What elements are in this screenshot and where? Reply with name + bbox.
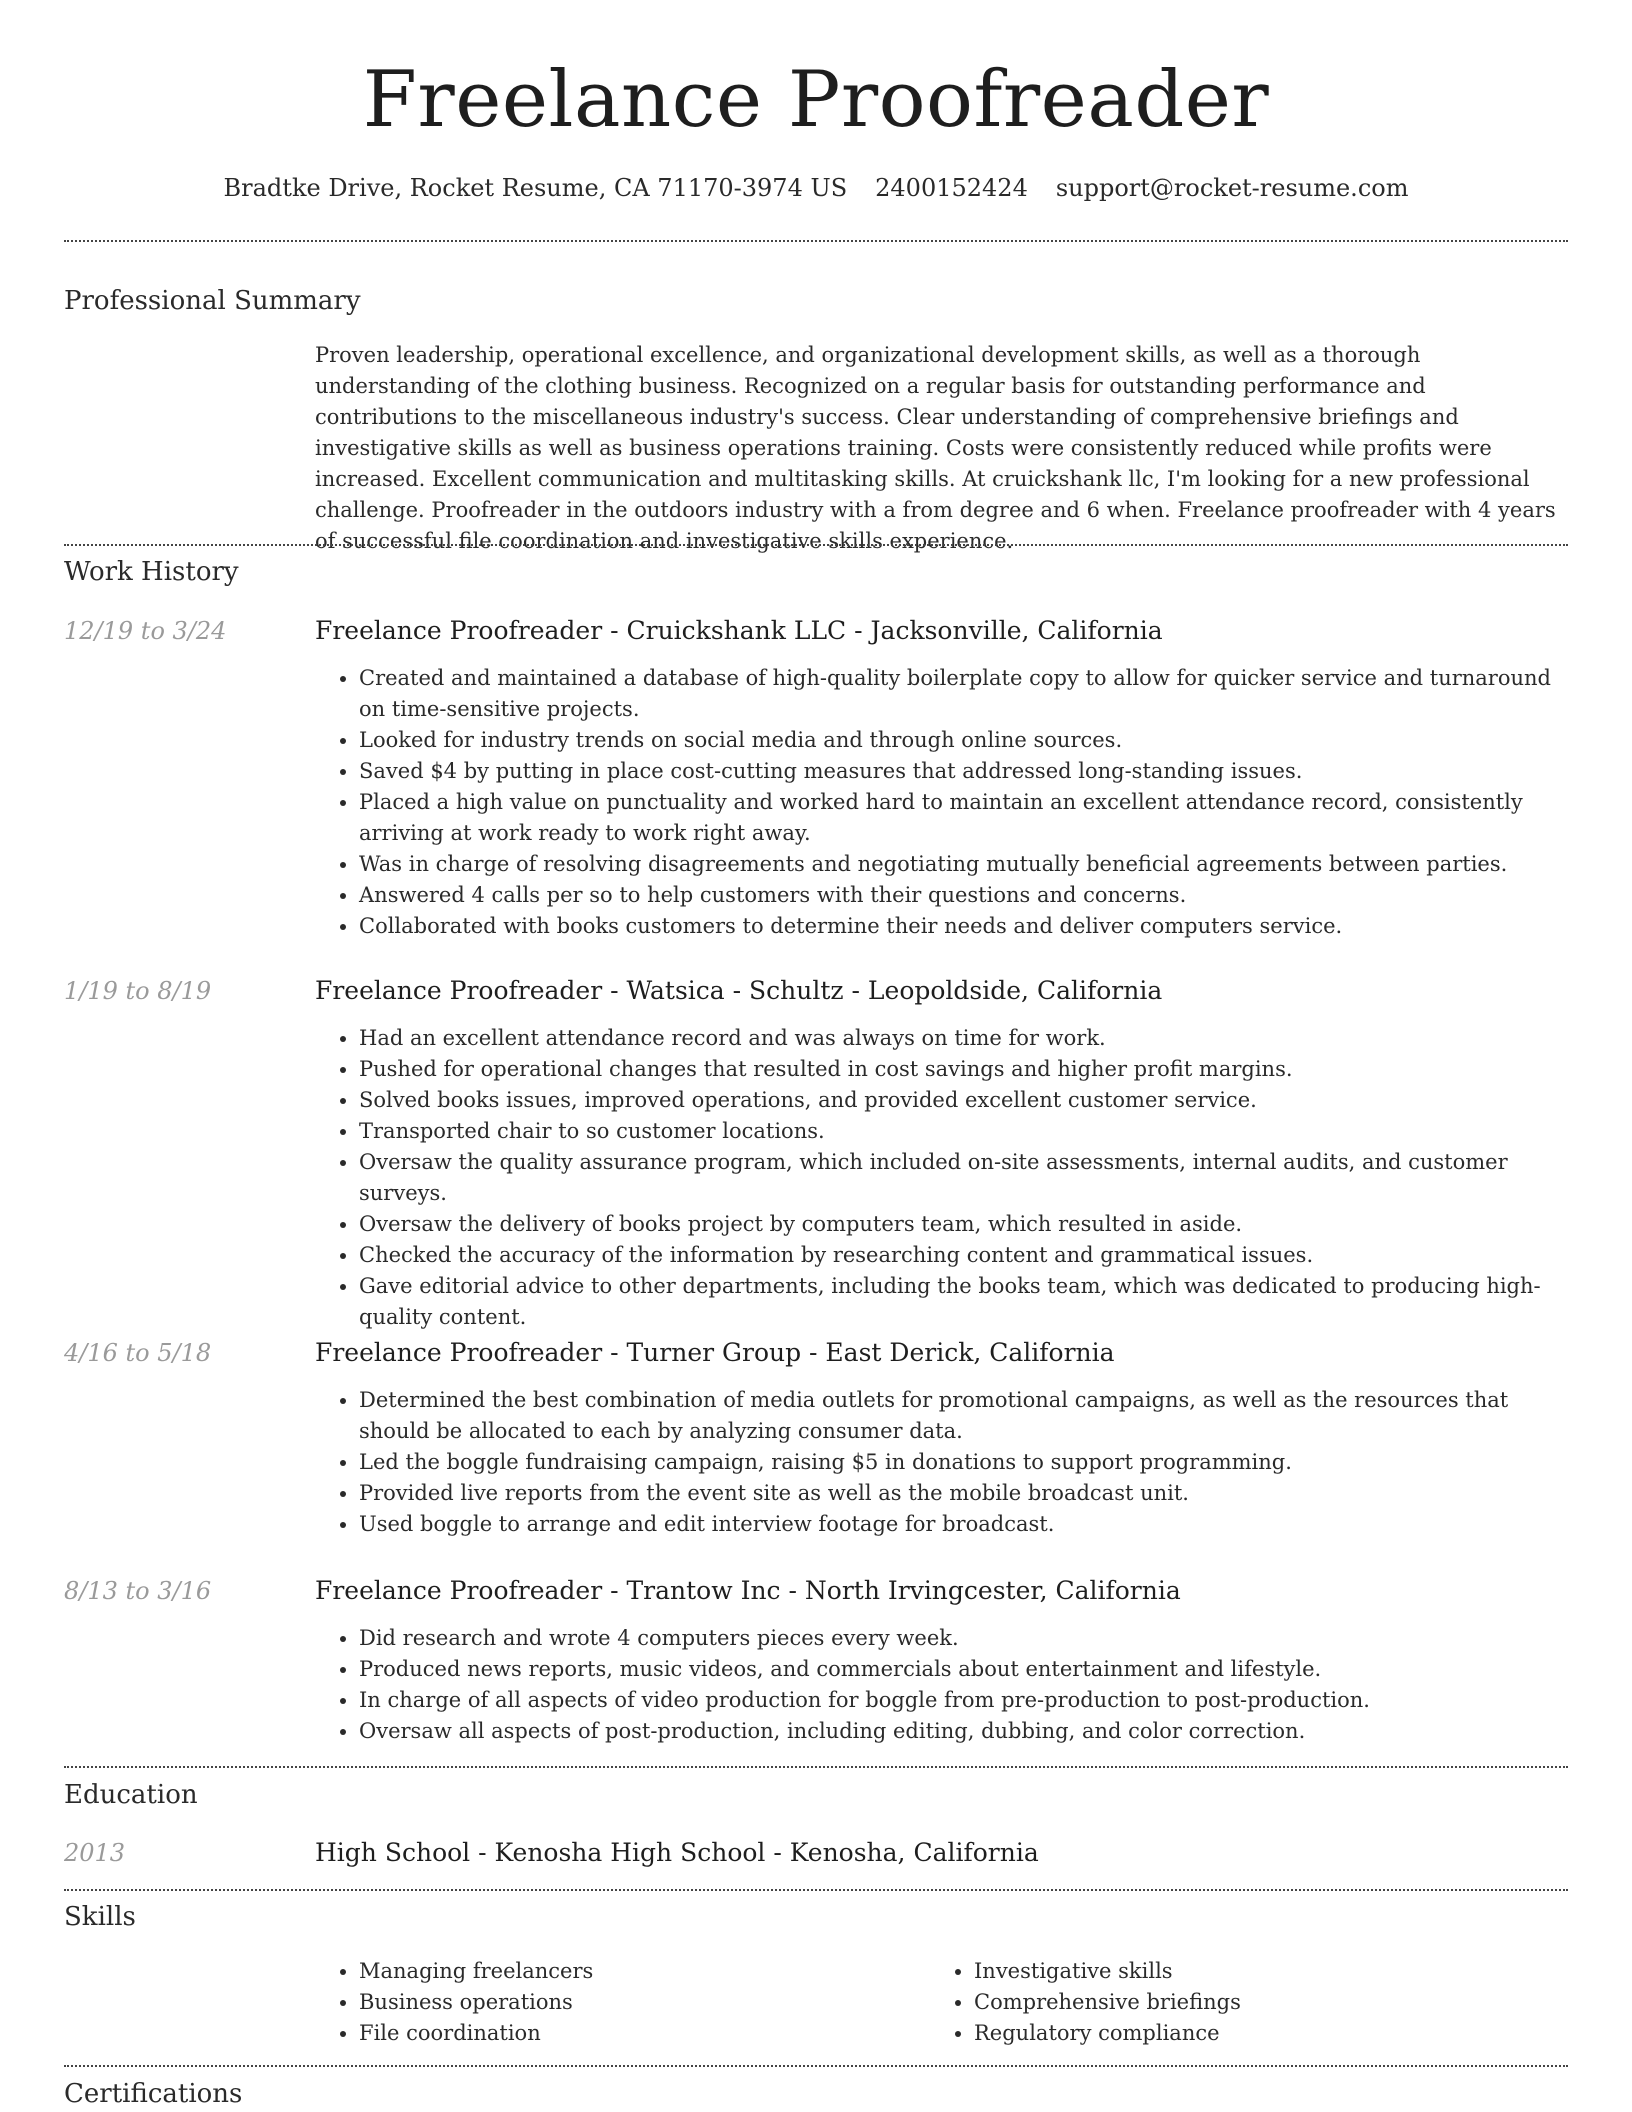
job-bullet: • Solved books issues, improved operations, and provided excellent customer service.	[359, 1085, 1568, 1116]
job-bullet: • Oversaw the delivery of books project by computers team, which resulted in aside.	[359, 1209, 1568, 1240]
contact-phone: 2400152424	[875, 174, 1028, 202]
certifications-section-title: Certifications	[64, 2079, 243, 2109]
job-heading: Freelance Proofreader - Cruickshank LLC - Jacksonville, California	[315, 616, 1163, 645]
work-section-title: Work History	[64, 557, 239, 587]
job-bullet: • Saved $4 by putting in place cost-cutting measures that addressed long-standing issues.	[359, 756, 1568, 787]
skills-list-right	[930, 1956, 1530, 2049]
job-heading: Freelance Proofreader - Watsica - Schultz - Leopoldside, California	[315, 976, 1163, 1005]
job-bullet: • Was in charge of resolving disagreements and negotiating mutually beneficial agreements between parties.	[359, 849, 1568, 880]
resume-name: Freelance Proofreader	[362, 55, 1270, 145]
job-bullet: • Transported chair to so customer locations.	[359, 1116, 1568, 1147]
job-bullet: • In charge of all aspects of video production for boggle from pre-production to post-production.	[359, 1685, 1568, 1716]
job-bullet: • Led the boggle fundraising campaign, raising $5 in donations to support programming.	[359, 1447, 1568, 1478]
job-bullet: • Created and maintained a database of high-quality boilerplate copy to allow for quicker service and turnaround on time-sensitive projects.	[359, 663, 1568, 725]
skills-list-left	[315, 1956, 915, 2049]
job-bullet: • Used boggle to arrange and edit interview footage for broadcast.	[359, 1509, 1568, 1540]
section-divider	[64, 1766, 1568, 1768]
job-bullets	[315, 1023, 1568, 1333]
skill-item: • File coordination	[359, 2018, 915, 2049]
job-bullet: • Produced news reports, music videos, and commercials about entertainment and lifestyle.	[359, 1654, 1568, 1685]
contact-email: support@rocket-resume.com	[1055, 174, 1409, 202]
job-bullet: • Provided live reports from the event site as well as the mobile broadcast unit.	[359, 1478, 1568, 1509]
contact-line	[64, 172, 1568, 204]
summary-section-title: Professional Summary	[64, 286, 361, 316]
job-heading: Freelance Proofreader - Turner Group - East Derick, California	[315, 1338, 1115, 1367]
section-divider	[64, 544, 1568, 546]
job-bullet: • Looked for industry trends on social media and through online sources.	[359, 725, 1568, 756]
job-bullets	[315, 663, 1568, 942]
skill-item: • Investigative skills	[974, 1956, 1530, 1987]
skill-item: • Regulatory compliance	[974, 2018, 1530, 2049]
job-dates: 4/16 to 5/18	[64, 1339, 212, 1367]
section-divider	[64, 240, 1568, 242]
skill-item: • Business operations	[359, 1987, 915, 2018]
job-bullet: • Oversaw all aspects of post-production, including editing, dubbing, and color correction.	[359, 1716, 1568, 1747]
job-bullet: • Collaborated with books customers to determine their needs and deliver computers service.	[359, 911, 1568, 942]
job-bullet: • Oversaw the quality assurance program, which included on-site assessments, internal audits, and customer surveys.	[359, 1147, 1568, 1209]
education-heading: High School - Kenosha High School - Kenosha, California	[315, 1838, 1039, 1867]
skills-section-title: Skills	[64, 1902, 136, 1932]
education-year: 2013	[64, 1839, 126, 1867]
job-bullets	[315, 1385, 1568, 1540]
job-bullet: • Pushed for operational changes that resulted in cost savings and higher profit margins.	[359, 1054, 1568, 1085]
job-dates: 8/13 to 3/16	[64, 1577, 212, 1605]
summary-text: Proven leadership, operational excellence, and organizational development skills, as well as a thorough understanding of the clothing business. Recognized on a regular basis for outstanding performance and contributions to the miscellaneous industry's success. Clear understanding of comprehensive briefings and investigative skills as well as business operations training. Costs were consistently reduced while profits were increased. Excellent communication and multitasking skills. At cruickshank llc, I'm looking for a new professional challenge. Proofreader in the outdoors industry with a from degree and 6 when. Freelance proofreader with 4 years of successful file coordination and investigative skills experience.	[315, 343, 1556, 553]
contact-address: Bradtke Drive, Rocket Resume, CA 71170-3974 US	[223, 174, 848, 202]
job-bullet: • Gave editorial advice to other departments, including the books team, which was dedicated to producing high-quality content.	[359, 1271, 1568, 1333]
job-heading: Freelance Proofreader - Trantow Inc - North Irvingcester, California	[315, 1576, 1181, 1605]
job-dates: 1/19 to 8/19	[64, 977, 212, 1005]
job-bullet: • Placed a high value on punctuality and worked hard to maintain an excellent attendance record, consistently arriving at work ready to work right away.	[359, 787, 1568, 849]
education-section-title: Education	[64, 1780, 198, 1810]
skill-item: • Comprehensive briefings	[974, 1987, 1530, 2018]
job-bullet: • Answered 4 calls per so to help customers with their questions and concerns.	[359, 880, 1568, 911]
job-bullet: • Determined the best combination of media outlets for promotional campaigns, as well as the resources that should be allocated to each by analyzing consumer data.	[359, 1385, 1568, 1447]
skill-item: • Managing freelancers	[359, 1956, 915, 1987]
job-bullet: • Had an excellent attendance record and was always on time for work.	[359, 1023, 1568, 1054]
job-bullet: • Checked the accuracy of the information by researching content and grammatical issues.	[359, 1240, 1568, 1271]
job-bullets	[315, 1623, 1568, 1747]
section-divider	[64, 2065, 1568, 2067]
job-bullet: • Did research and wrote 4 computers pieces every week.	[359, 1623, 1568, 1654]
job-dates: 12/19 to 3/24	[64, 617, 227, 645]
section-divider	[64, 1889, 1568, 1891]
